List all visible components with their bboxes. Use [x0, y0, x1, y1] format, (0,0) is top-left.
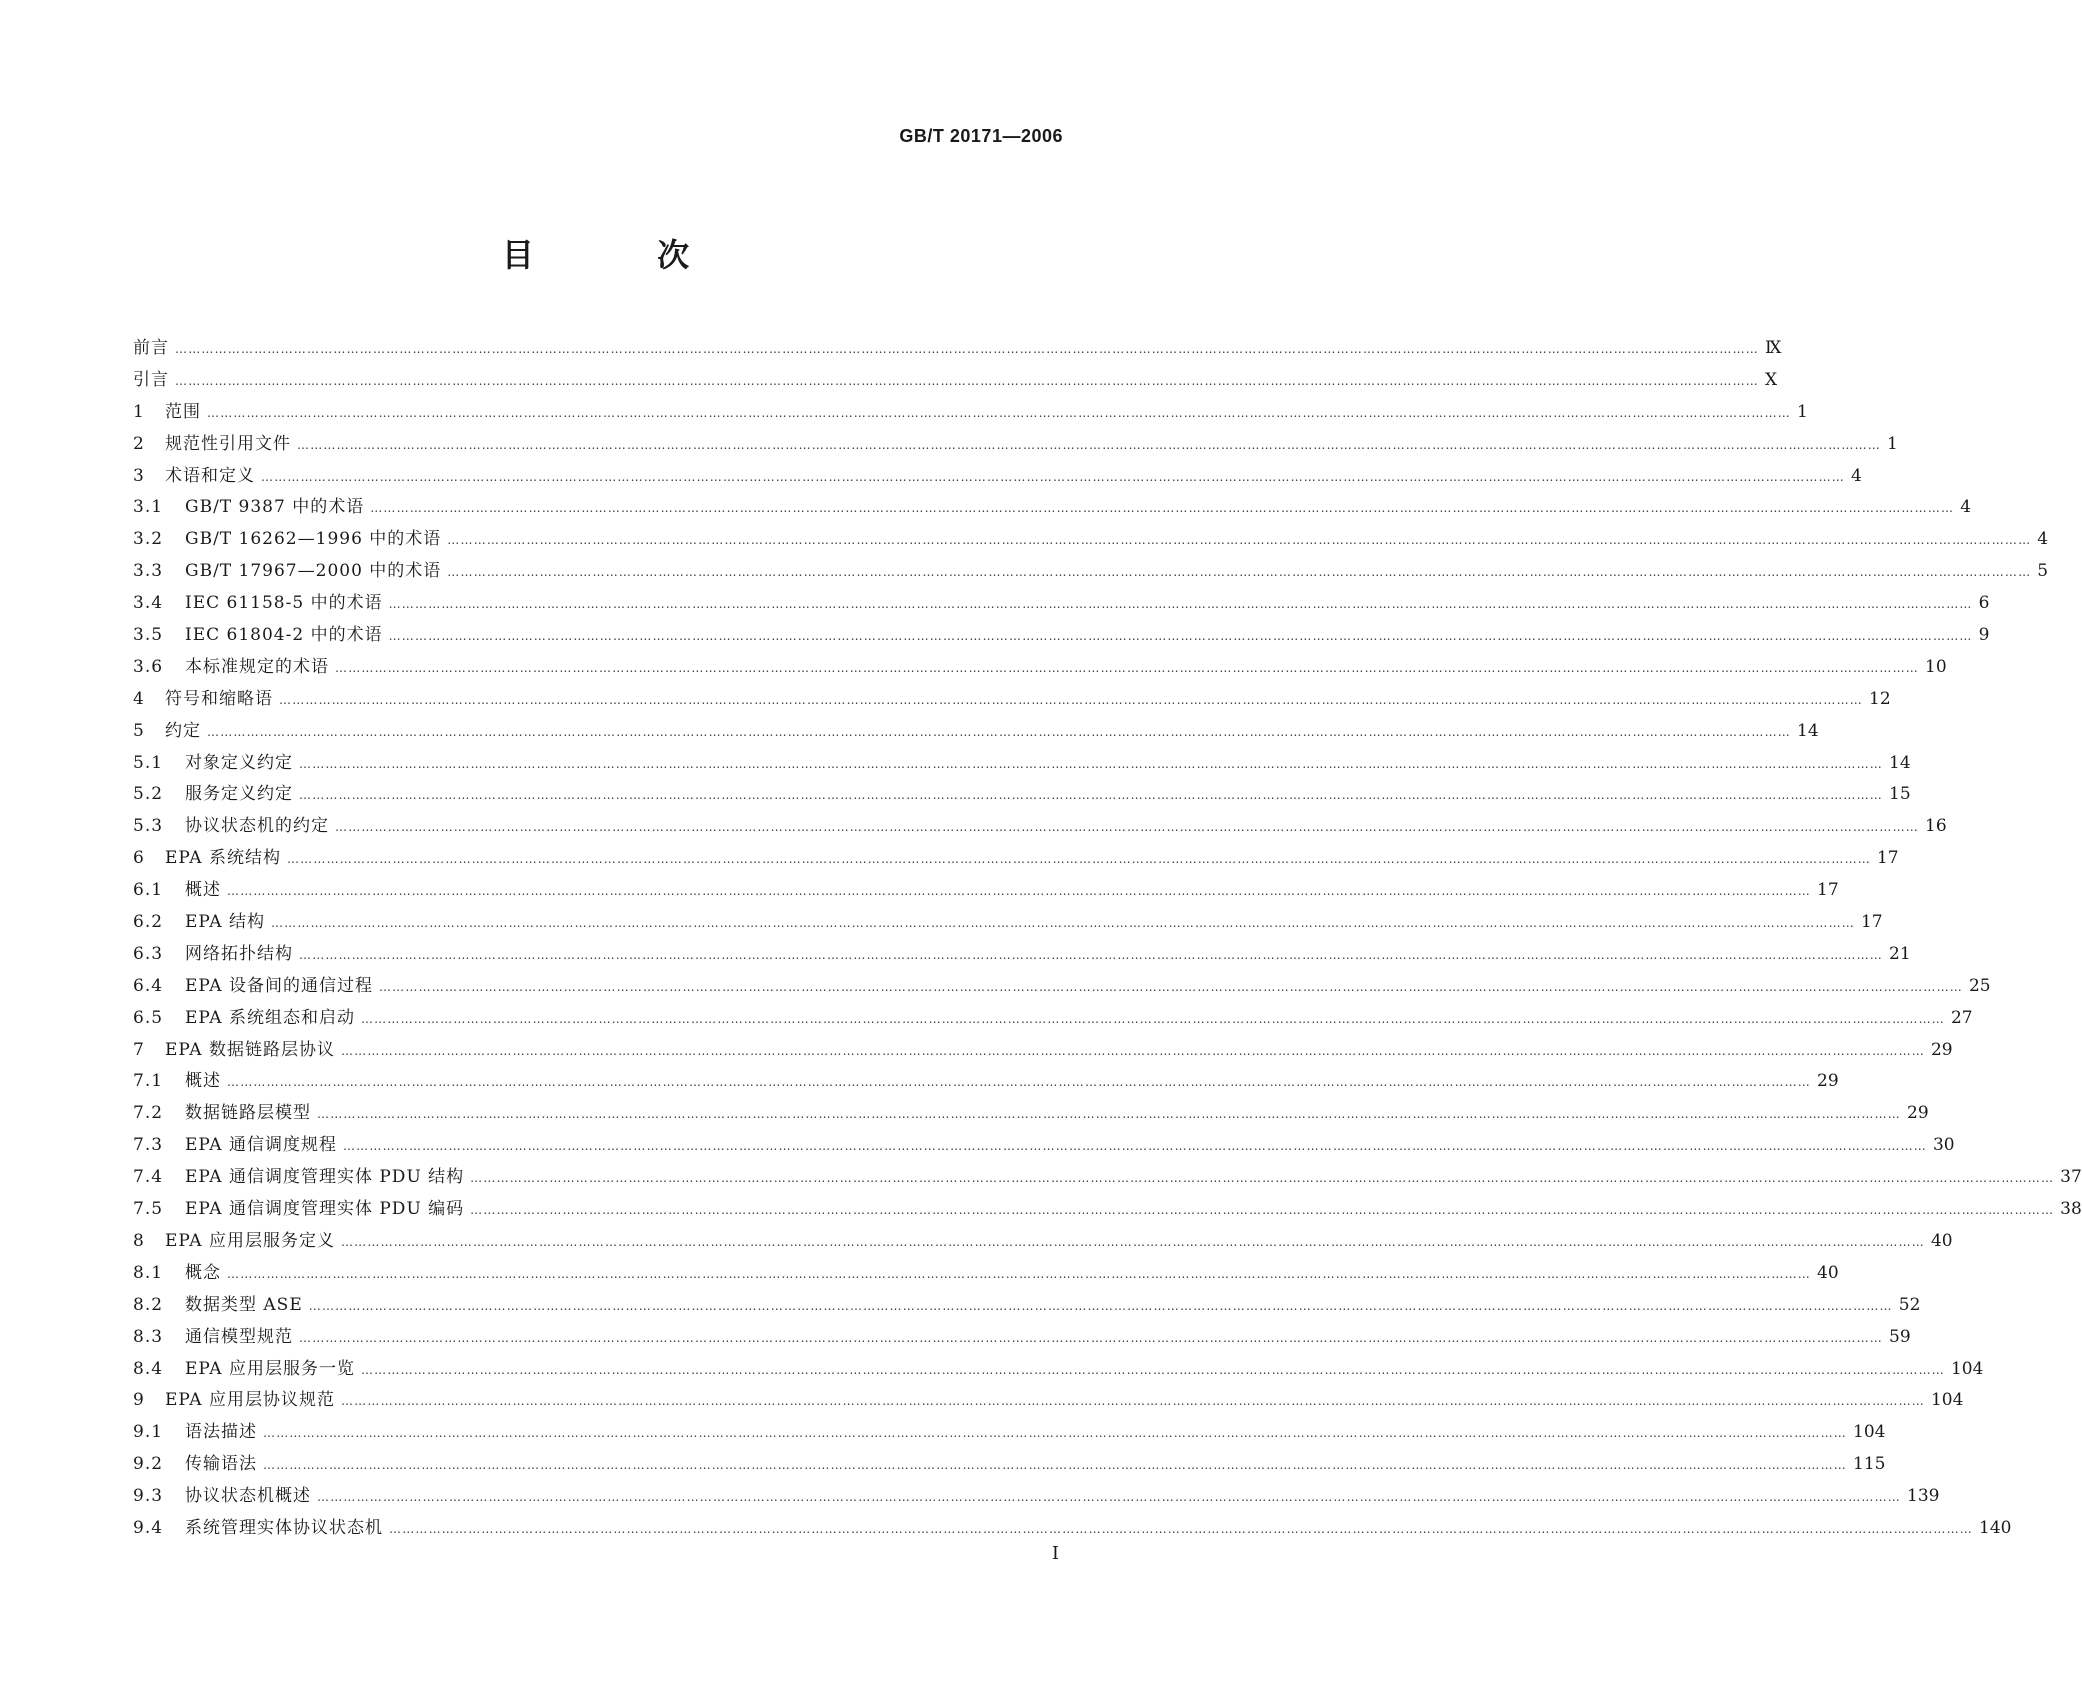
toc-entry-number: 3.5: [133, 625, 164, 646]
toc-entry-number: 2: [133, 433, 145, 454]
toc-entry-title: 概述: [185, 1071, 221, 1092]
dot-leader: ………………………………………………………………………………………………………………………………………………………………………………………………………………………………………………………………………………………………………………………………: [340, 1043, 1925, 1058]
dot-leader: ………………………………………………………………………………………………………………………………………………………………………………………………………………………………………………………………………………………………………………………………: [299, 756, 1883, 771]
toc-entry-number: 5.1: [133, 752, 164, 773]
toc-entry-number: 6.5: [133, 1007, 164, 1028]
toc-entry[interactable]: [133, 875, 1839, 907]
toc-entry-page: 17: [1817, 880, 1839, 901]
dot-leader: ………………………………………………………………………………………………………………………………………………………………………………………………………………………………………………………………………………………………………………………………: [261, 469, 1845, 484]
dot-leader: ………………………………………………………………………………………………………………………………………………………………………………………………………………………………………………………………………………………………………………………………: [360, 1362, 1945, 1377]
toc-entry[interactable]: [133, 365, 1778, 397]
dot-leader: ………………………………………………………………………………………………………………………………………………………………………………………………………………………………………………………………………………………………………………………………: [470, 1171, 2055, 1186]
dot-leader: ………………………………………………………………………………………………………………………………………………………………………………………………………………………………………………………………………………………………………………………………: [340, 1234, 1925, 1249]
dot-leader: ………………………………………………………………………………………………………………………………………………………………………………………………………………………………………………………………………………………………………………………………: [447, 565, 2032, 580]
toc-entry-title: 服务定义约定: [185, 784, 293, 805]
toc-entry-page: 1: [1887, 433, 1898, 454]
toc-entry[interactable]: [133, 1322, 1911, 1354]
toc-entry[interactable]: [133, 620, 1990, 652]
toc-entry[interactable]: [133, 843, 1899, 875]
toc-entry-page: 104: [1950, 1358, 1984, 1379]
toc-entry-number: 5.2: [133, 784, 164, 805]
toc-entry-title: 网络拓扑结构: [185, 943, 293, 964]
toc-entry-number: 8.3: [133, 1326, 164, 1347]
toc-entry-title: EPA 通信调度管理实体 PDU 编码: [185, 1199, 465, 1220]
toc-entry-number: 4: [133, 688, 145, 709]
toc-entry-number: 5.3: [133, 816, 164, 837]
dot-leader: ………………………………………………………………………………………………………………………………………………………………………………………………………………………………………………………………………………………………………………………………: [378, 979, 1963, 994]
toc-entry-page: 15: [1889, 784, 1911, 805]
toc-entry[interactable]: [133, 429, 1898, 461]
toc-entry-number: 5: [133, 720, 145, 741]
toc-entry-page: 1: [1797, 401, 1808, 422]
dot-leader: ………………………………………………………………………………………………………………………………………………………………………………………………………………………………………………………………………………………………………………………………: [227, 1266, 1811, 1281]
toc-entry-number: 9.2: [133, 1454, 164, 1475]
toc-entry-title: 概述: [185, 880, 221, 901]
dot-leader: ………………………………………………………………………………………………………………………………………………………………………………………………………………………………………………………………………………………………………………………………: [286, 852, 1871, 867]
toc-entry-page: 30: [1932, 1135, 1955, 1156]
dot-leader: ………………………………………………………………………………………………………………………………………………………………………………………………………………………………………………………………………………………………………………………………: [175, 373, 1759, 388]
toc-entry-title: EPA 应用层协议规范: [165, 1390, 335, 1411]
toc-entry-number: 3: [133, 465, 145, 486]
toc-entry-title: EPA 系统组态和启动: [185, 1007, 355, 1028]
toc-entry-page: 29: [1907, 1103, 1929, 1124]
dot-leader: ………………………………………………………………………………………………………………………………………………………………………………………………………………………………………………………………………………………………………………………………: [360, 1011, 1945, 1026]
toc-entry-title: 规范性引用文件: [165, 433, 291, 454]
toc-entry-number: 7: [133, 1039, 145, 1060]
toc-entry-number: 3.3: [133, 561, 164, 582]
toc-entry-page: 14: [1889, 752, 1911, 773]
toc-entry-page: 52: [1898, 1294, 1921, 1315]
dot-leader: ………………………………………………………………………………………………………………………………………………………………………………………………………………………………………………………………………………………………………………………………: [317, 1107, 1901, 1122]
dot-leader: ………………………………………………………………………………………………………………………………………………………………………………………………………………………………………………………………………………………………………………………………: [207, 724, 1791, 739]
toc-entry-page: 16: [1925, 816, 1947, 837]
toc-entry[interactable]: [133, 684, 1891, 716]
toc-entry-number: 6: [133, 848, 145, 869]
toc-entry[interactable]: [133, 1513, 2012, 1545]
toc-entry-page: 4: [1960, 497, 1972, 518]
dot-leader: ………………………………………………………………………………………………………………………………………………………………………………………………………………………………………………………………………………………………………………………………: [299, 1330, 1883, 1345]
toc-entry-title: 概念: [185, 1262, 221, 1283]
toc-entry-title: GB/T 9387 中的术语: [185, 497, 365, 518]
toc-entry-title: 传输语法: [185, 1454, 257, 1475]
toc-entry-title: 协议状态机概述: [185, 1486, 311, 1507]
dot-leader: ………………………………………………………………………………………………………………………………………………………………………………………………………………………………………………………………………………………………………………………………: [317, 1490, 1901, 1505]
toc-entry[interactable]: [133, 716, 1819, 748]
toc-entry-title: EPA 通信调度规程: [185, 1135, 337, 1156]
toc-entry-number: 9.3: [133, 1486, 164, 1507]
toc-entry-title: 引言: [133, 369, 169, 390]
toc-entry[interactable]: [133, 524, 2049, 556]
toc-entry-page: 115: [1853, 1454, 1886, 1475]
toc-entry-page: 10: [1925, 656, 1947, 677]
dot-leader: ………………………………………………………………………………………………………………………………………………………………………………………………………………………………………………………………………………………………………………………………: [207, 405, 1791, 420]
toc-entry-number: 6.3: [133, 943, 164, 964]
toc-entry-number: 7.2: [133, 1103, 164, 1124]
toc-entry-title: 数据链路层模型: [185, 1103, 311, 1124]
toc-entry-page: 104: [1853, 1422, 1886, 1443]
dot-leader: ………………………………………………………………………………………………………………………………………………………………………………………………………………………………………………………………………………………………………………………………: [335, 660, 1919, 675]
toc-entry-number: 8.4: [133, 1358, 164, 1379]
toc-entry-number: 9.1: [133, 1422, 164, 1443]
toc-entry-number: 7.5: [133, 1199, 164, 1220]
dot-leader: ………………………………………………………………………………………………………………………………………………………………………………………………………………………………………………………………………………………………………………………………: [389, 1521, 1973, 1536]
toc-entry[interactable]: [133, 1290, 1921, 1322]
toc-entry-number: 8.2: [133, 1294, 164, 1315]
toc-entry-number: 3.6: [133, 656, 164, 677]
toc-entry-title: EPA 应用层服务一览: [185, 1358, 355, 1379]
toc-entry-title: 对象定义约定: [185, 752, 293, 773]
toc-entry[interactable]: [133, 397, 1808, 429]
toc-entry-page: 38: [2060, 1199, 2082, 1220]
toc-entry-page: 104: [1930, 1390, 1964, 1411]
toc-entry-number: 6.4: [133, 975, 164, 996]
toc-entry-page: 17: [1876, 848, 1899, 869]
toc-entry-page: 5: [2037, 561, 2049, 582]
toc-entry[interactable]: [133, 971, 1991, 1003]
dot-leader: ………………………………………………………………………………………………………………………………………………………………………………………………………………………………………………………………………………………………………………………………: [342, 1139, 1927, 1154]
toc-entry-number: 9.4: [133, 1517, 164, 1538]
toc-entry-title: 前言: [133, 338, 169, 358]
toc-entry[interactable]: [133, 556, 2049, 588]
toc-entry[interactable]: [133, 1258, 1839, 1290]
toc-entry-number: 3.2: [133, 529, 164, 550]
toc-entry-title: 约定: [165, 720, 201, 741]
toc-entry[interactable]: [133, 1449, 1886, 1481]
toc-entry-title: 术语和定义: [165, 465, 255, 486]
toc-entry[interactable]: [133, 811, 1947, 843]
toc-entry-page: 14: [1797, 720, 1819, 741]
toc-entry-page: 12: [1869, 688, 1891, 709]
toc-entry-page: 25: [1968, 975, 1991, 996]
toc-entry-title: IEC 61804-2 中的术语: [185, 625, 383, 646]
toc-entry[interactable]: [133, 588, 1990, 620]
toc-entry-title: 范围: [165, 401, 201, 422]
toc-entry-page: 27: [1950, 1007, 1973, 1028]
toc-entry[interactable]: [133, 907, 1883, 939]
toc-entry-number: 6.1: [133, 880, 164, 901]
toc-entry-page: 139: [1907, 1486, 1940, 1507]
dot-leader: ………………………………………………………………………………………………………………………………………………………………………………………………………………………………………………………………………………………………………………………………: [299, 947, 1883, 962]
dot-leader: ………………………………………………………………………………………………………………………………………………………………………………………………………………………………………………………………………………………………………………………………: [308, 1298, 1893, 1313]
toc-entry[interactable]: [133, 1035, 1953, 1067]
toc-entry-title: EPA 系统结构: [165, 848, 281, 869]
dot-leader: ………………………………………………………………………………………………………………………………………………………………………………………………………………………………………………………………………………………………………………………………: [388, 629, 1973, 644]
dot-leader: ………………………………………………………………………………………………………………………………………………………………………………………………………………………………………………………………………………………………………………………………: [370, 501, 1955, 516]
table-of-contents: [133, 333, 2082, 1545]
toc-entry-title: 本标准规定的术语: [185, 656, 329, 677]
toc-entry-page: 29: [1930, 1039, 1953, 1060]
toc-entry-title: EPA 应用层服务定义: [165, 1230, 335, 1251]
toc-entry[interactable]: [133, 461, 1862, 493]
standard-number: GB/T 20171—2006: [899, 126, 1063, 146]
toc-entry[interactable]: [133, 1481, 1940, 1513]
toc-entry[interactable]: [133, 333, 1782, 365]
toc-entry-title: EPA 通信调度管理实体 PDU 结构: [185, 1167, 465, 1188]
toc-entry[interactable]: [133, 1226, 1953, 1258]
toc-entry-title: 数据类型 ASE: [185, 1294, 303, 1315]
toc-entry[interactable]: [133, 939, 1911, 971]
toc-entry-title: GB/T 17967—2000 中的术语: [185, 561, 442, 582]
dot-leader: ………………………………………………………………………………………………………………………………………………………………………………………………………………………………………………………………………………………………………………………………: [263, 1458, 1847, 1473]
page-number: I: [1051, 1543, 1059, 1564]
toc-entry-number: 7.3: [133, 1135, 164, 1156]
toc-entry-title: 符号和缩略语: [165, 688, 273, 709]
toc-entry-number: 7.1: [133, 1071, 164, 1092]
toc-entry-page: 4: [1851, 465, 1862, 486]
toc-entry-page: 37: [2060, 1167, 2082, 1188]
toc-entry[interactable]: [133, 1417, 1886, 1449]
toc-entry-page: 59: [1889, 1326, 1911, 1347]
toc-entry-page: 21: [1889, 943, 1911, 964]
dot-leader: ………………………………………………………………………………………………………………………………………………………………………………………………………………………………………………………………………………………………………………………………: [299, 788, 1883, 803]
toc-entry-page: 4: [2037, 529, 2049, 550]
toc-entry-title: GB/T 16262—1996 中的术语: [185, 529, 442, 550]
toc-entry-page: 9: [1978, 625, 1990, 646]
dot-leader: ………………………………………………………………………………………………………………………………………………………………………………………………………………………………………………………………………………………………………………………………: [263, 1426, 1847, 1441]
toc-entry[interactable]: [133, 1354, 1984, 1386]
toc-entry-page: 40: [1930, 1230, 1953, 1251]
toc-entry[interactable]: [133, 492, 1972, 524]
toc-entry[interactable]: [133, 1194, 2082, 1226]
toc-entry[interactable]: [133, 1130, 1955, 1162]
toc-entry-page: 6: [1978, 593, 1990, 614]
toc-entry-page: Ⅹ: [1765, 369, 1778, 390]
toc-entry-title: EPA 结构: [185, 912, 265, 933]
toc-entry[interactable]: [133, 748, 1911, 780]
toc-entry-page: 17: [1860, 912, 1883, 933]
toc-entry-number: 3.4: [133, 593, 164, 614]
toc-entry[interactable]: [133, 1066, 1839, 1098]
toc-entry[interactable]: [133, 1003, 1973, 1035]
toc-entry-number: 8: [133, 1230, 145, 1251]
toc-entry-number: 8.1: [133, 1262, 164, 1283]
toc-entry-page: 140: [1979, 1517, 2012, 1538]
toc-entry-page: Ⅸ: [1765, 338, 1782, 358]
dot-leader: ………………………………………………………………………………………………………………………………………………………………………………………………………………………………………………………………………………………………………………………………: [470, 1203, 2055, 1218]
toc-entry-number: 6.2: [133, 912, 164, 933]
dot-leader: ………………………………………………………………………………………………………………………………………………………………………………………………………………………………………………………………………………………………………………………………: [335, 820, 1919, 835]
dot-leader: ………………………………………………………………………………………………………………………………………………………………………………………………………………………………………………………………………………………………………………………………: [297, 437, 1881, 452]
toc-entry[interactable]: [133, 1385, 1964, 1417]
dot-leader: ………………………………………………………………………………………………………………………………………………………………………………………………………………………………………………………………………………………………………………………………: [447, 533, 2032, 548]
toc-entry-title: EPA 设备间的通信过程: [185, 975, 373, 996]
toc-entry[interactable]: [133, 779, 1911, 811]
toc-entry[interactable]: [133, 652, 1947, 684]
toc-entry[interactable]: [133, 1162, 2082, 1194]
toc-entry-title: IEC 61158-5 中的术语: [185, 593, 383, 614]
dot-leader: ………………………………………………………………………………………………………………………………………………………………………………………………………………………………………………………………………………………………………………………………: [279, 692, 1863, 707]
page-title: 目 次: [501, 236, 746, 274]
toc-entry-title: 协议状态机的约定: [185, 816, 329, 837]
toc-entry-title: 系统管理实体协议状态机: [185, 1517, 383, 1538]
toc-entry-number: 1: [133, 401, 145, 422]
toc-entry-title: 语法描述: [185, 1422, 257, 1443]
dot-leader: ………………………………………………………………………………………………………………………………………………………………………………………………………………………………………………………………………………………………………………………………: [340, 1394, 1925, 1409]
dot-leader: ………………………………………………………………………………………………………………………………………………………………………………………………………………………………………………………………………………………………………………………………: [388, 597, 1973, 612]
toc-entry-number: 3.1: [133, 497, 164, 518]
toc-entry-title: 通信模型规范: [185, 1326, 293, 1347]
toc-entry[interactable]: [133, 1098, 1929, 1130]
toc-entry-number: 9: [133, 1390, 145, 1411]
dot-leader: ………………………………………………………………………………………………………………………………………………………………………………………………………………………………………………………………………………………………………………………………: [227, 1075, 1811, 1090]
toc-entry-title: EPA 数据链路层协议: [165, 1039, 335, 1060]
dot-leader: ………………………………………………………………………………………………………………………………………………………………………………………………………………………………………………………………………………………………………………………………: [270, 916, 1855, 931]
dot-leader: ………………………………………………………………………………………………………………………………………………………………………………………………………………………………………………………………………………………………………………………………: [175, 342, 1759, 356]
toc-entry-page: 29: [1817, 1071, 1839, 1092]
toc-entry-page: 40: [1817, 1262, 1839, 1283]
dot-leader: ………………………………………………………………………………………………………………………………………………………………………………………………………………………………………………………………………………………………………………………………: [227, 884, 1811, 899]
toc-entry-number: 7.4: [133, 1167, 164, 1188]
